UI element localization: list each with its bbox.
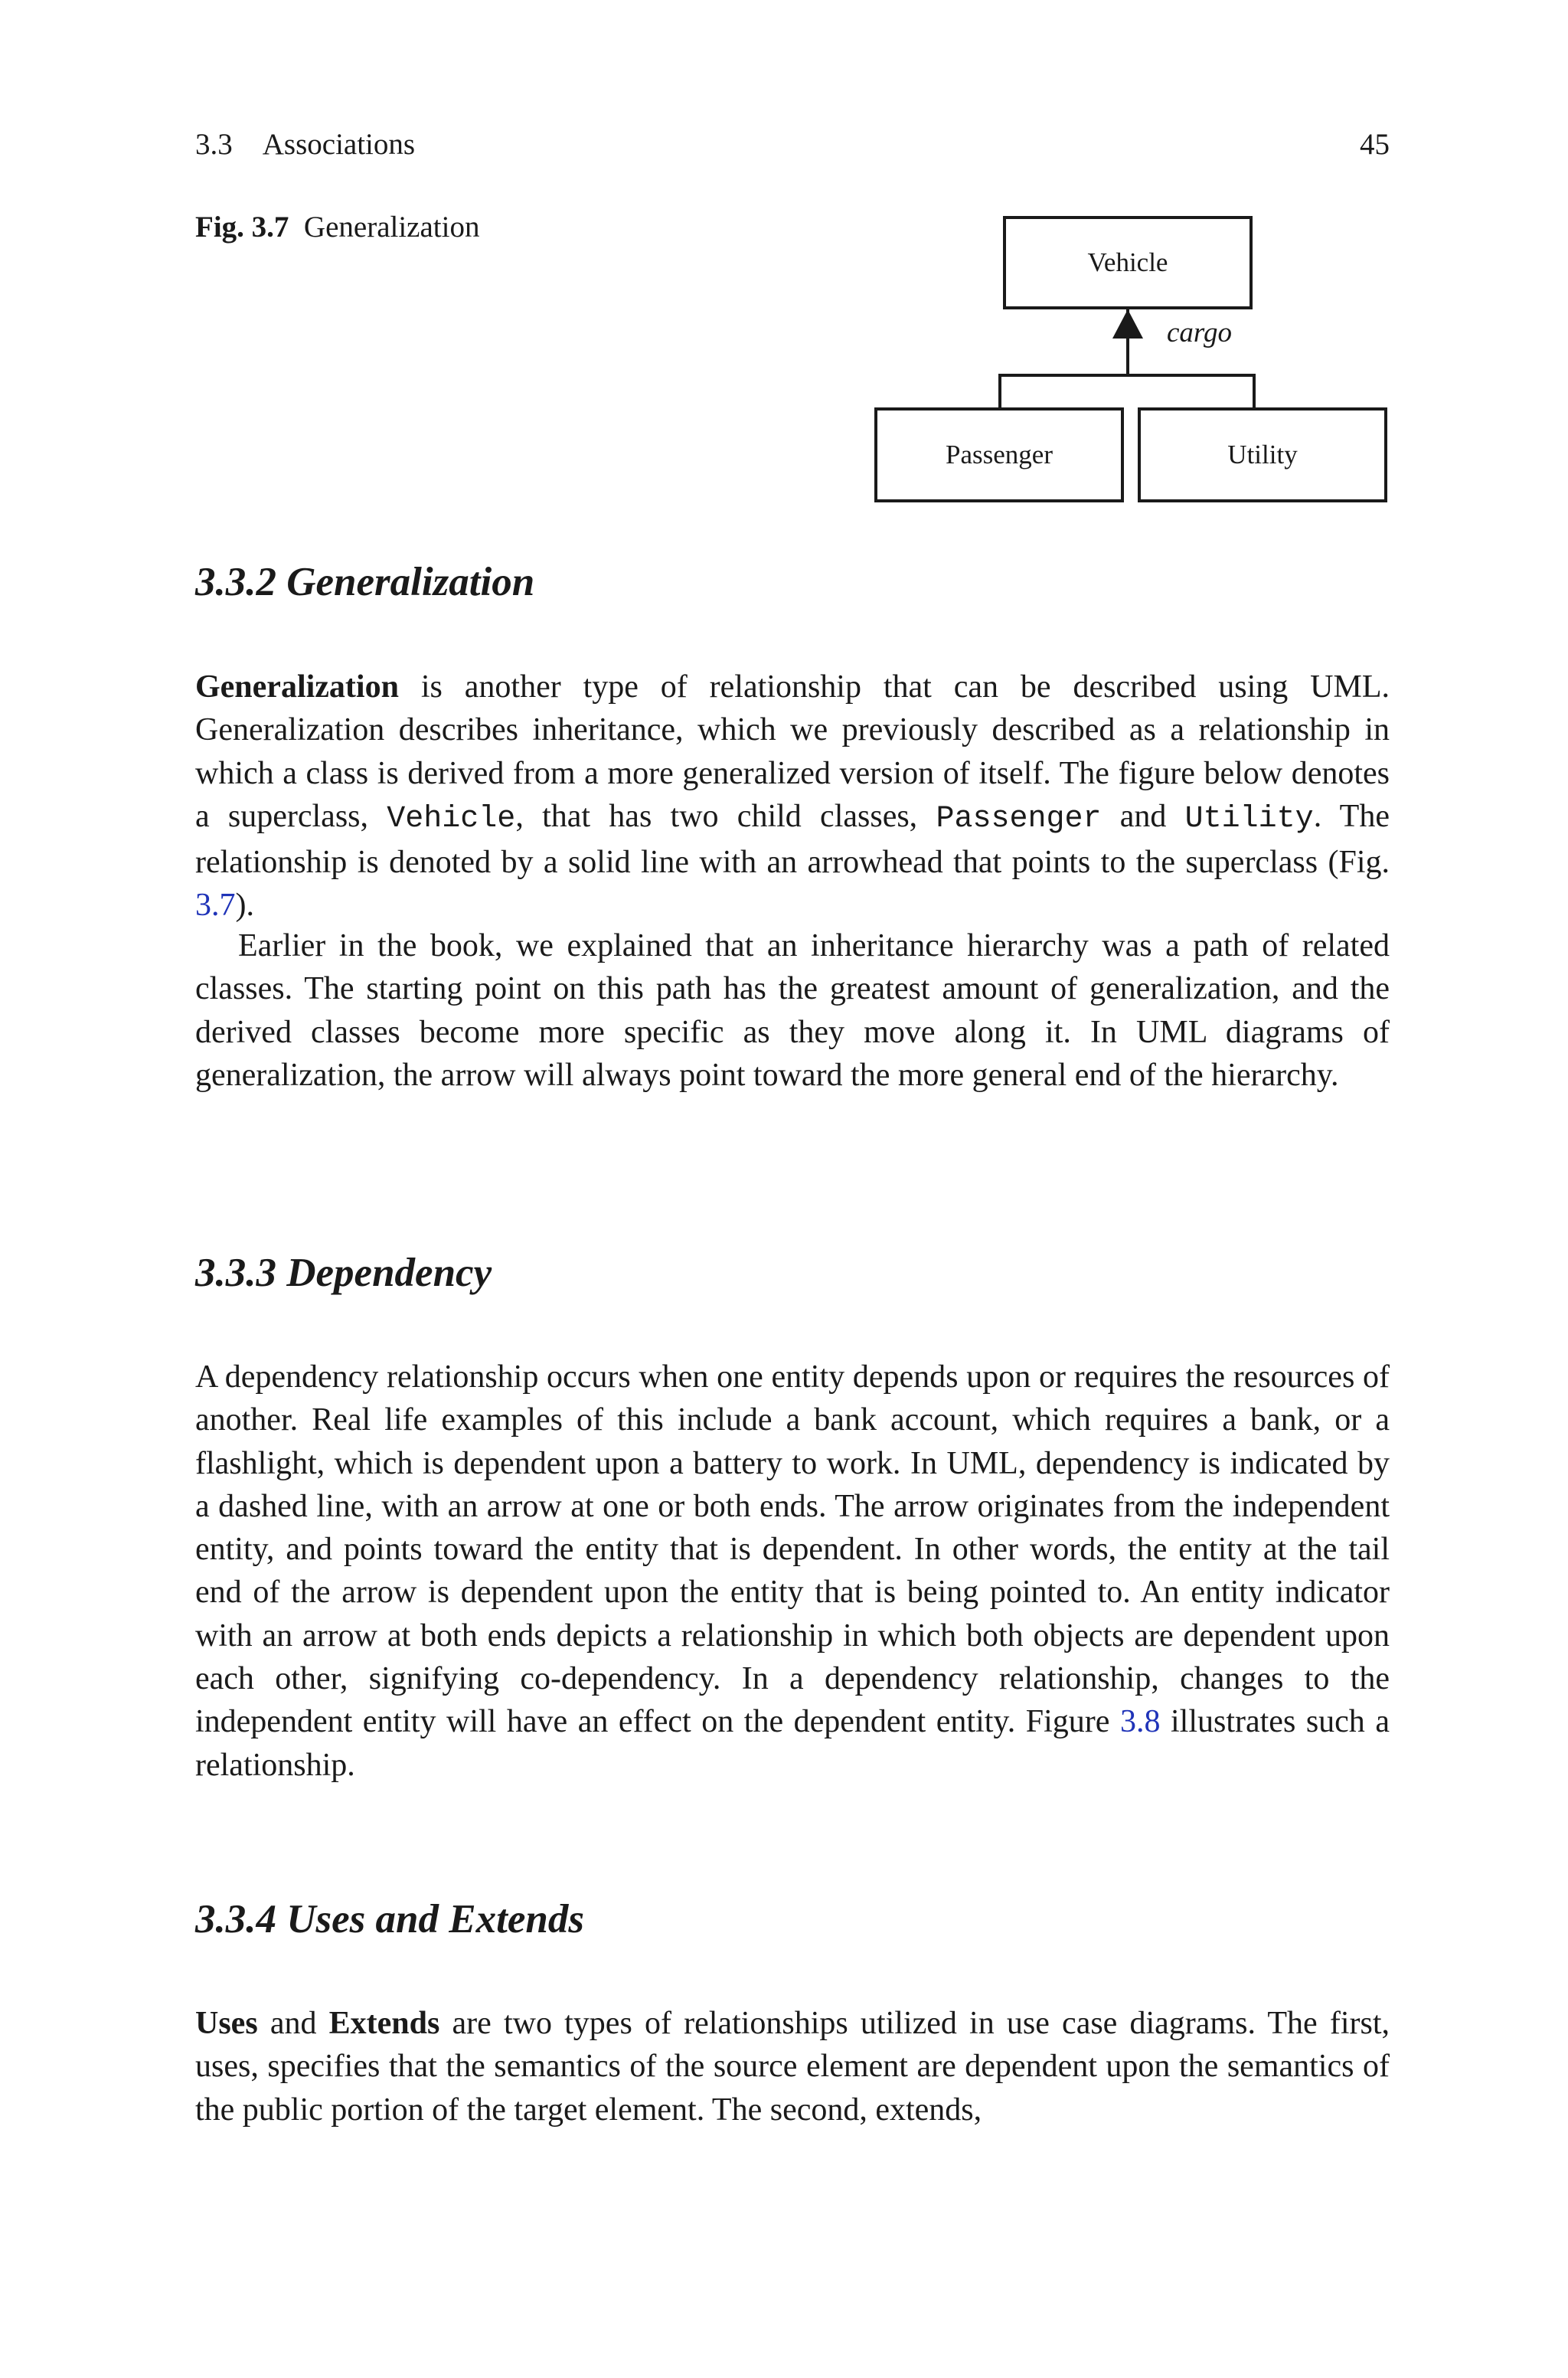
running-head [195, 127, 1390, 162]
figure-reference-3-7[interactable]: 3.7 [195, 888, 236, 924]
text-span: , that has two child classes, [515, 798, 936, 834]
heading-dependency: 3.3.3 Dependency [195, 1251, 492, 1295]
text-span: illustrates such a relationship. [195, 1704, 1390, 1783]
section-title: 3.3 Associations [195, 128, 416, 161]
figure-caption [195, 210, 479, 244]
term-generalization: Generalization [195, 669, 399, 705]
text-span: is another type of relationship that can be described using UML. Generalization describes inheritance, which we previously described as a relationship in which a class is derived from a more generalized version of itself. The figure below denotes a superclass, [195, 669, 1390, 834]
inheritance-arrowhead [1112, 309, 1143, 339]
heading-uses-and-extends: 3.3.4 Uses and Extends [195, 1897, 584, 1941]
text-span: are two types of relationships utilized in use case diagrams. The first, uses, specifies that the semantics of the source element are dependent upon the semantics of the public portion of the target element. The second, extends, [195, 2006, 1390, 2128]
text-span: and [257, 2006, 329, 2041]
class-name-vehicle: Vehicle [1087, 247, 1168, 277]
text-span: and [1101, 798, 1185, 834]
class-box-vehicle [1003, 216, 1253, 309]
heading-generalization: 3.3.2 Generalization [195, 560, 535, 604]
code-utility: Utility [1184, 801, 1314, 836]
class-name-utility: Utility [1227, 440, 1298, 469]
text-span: ). [235, 888, 254, 924]
paragraph-generalization-2: Earlier in the book, we explained that an inheritance hierarchy was a path of related classes. The starting point on this path has the greatest amount of generalization, and the derived classes become more specific as they move along it. In UML diagrams of generalization, the arrow will always point toward the more general end of the hierarchy. [195, 928, 1390, 1093]
uml-generalization-diagram [865, 207, 1401, 513]
text-span: A dependency relationship occurs when one entity depends upon or requires the resources of another. Real life examples of this include a bank account, which requires a bank, or a flashlight, which is dependent upon a battery to work. In UML, dependency is indicated by a dashed line, with an arrow at one or both ends. The arrow originates from the independent entity, and points toward the entity that is dependent. In other words, the entity at the tail end of the arrow is dependent upon the entity that is being pointed to. An entity indicator with an arrow at both ends depicts a relationship in which both objects are dependent upon each other, signifying co-dependency. In a dependency relationship, changes to the independent entity will have an effect on the dependent entity. Figure [195, 1359, 1390, 1740]
page-number: 45 [1360, 128, 1390, 161]
paragraph-generalization-1 [195, 666, 1390, 927]
paragraph-dependency-1 [195, 1356, 1390, 1787]
association-label: cargo [1167, 317, 1232, 348]
text-span: . The relationship is denoted by a solid line with an arrowhead that points to the superclass (Fig. [195, 798, 1390, 881]
term-uses: Uses [195, 2006, 258, 2041]
code-passenger: Passenger [936, 801, 1102, 836]
class-box-passenger [874, 407, 1124, 502]
figure-label: Fig. 3.7 [195, 211, 289, 244]
figure-reference-3-8[interactable]: 3.8 [1119, 1704, 1161, 1740]
term-extends: Extends [328, 2006, 440, 2041]
class-name-passenger: Passenger [946, 440, 1053, 469]
code-vehicle: Vehicle [387, 801, 516, 836]
paragraph-uses-extends-1 [195, 2002, 1390, 2131]
figure-title: Generalization [303, 211, 480, 244]
class-box-utility [1138, 407, 1387, 502]
